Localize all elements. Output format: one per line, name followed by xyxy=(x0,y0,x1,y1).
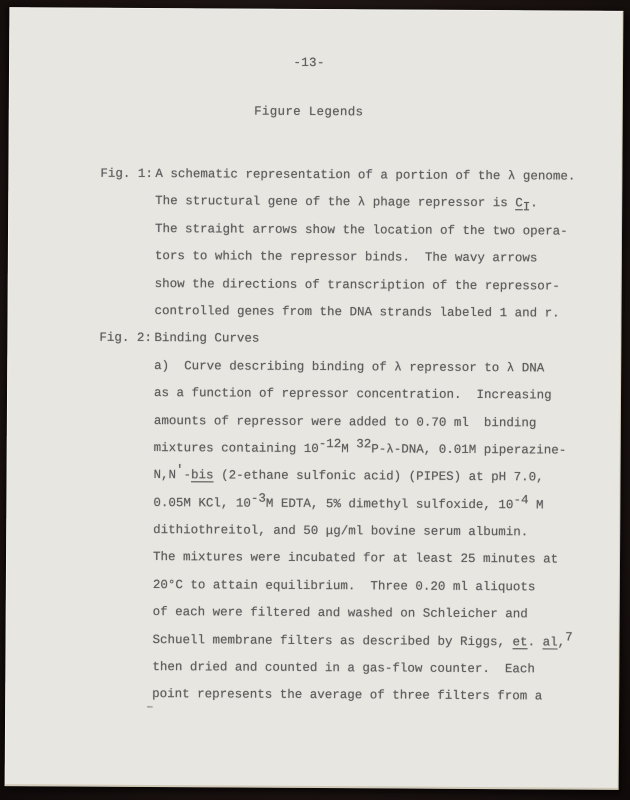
text-segment: , xyxy=(557,635,566,650)
text-line xyxy=(8,193,622,224)
text-segment: controlled genes from the DNA strands labeled 1 and r. xyxy=(154,303,560,321)
text-segment: (2-ethane sulfonic acid) (PIPES) at pH 7.0, xyxy=(213,468,544,485)
text-segment: A schematic representation of a portion of the λ genome. xyxy=(155,167,576,184)
text-line xyxy=(7,357,621,388)
line-text xyxy=(152,659,535,677)
text-segment: amounts of repressor were added to 0.70 ml binding xyxy=(153,413,537,430)
figure-label: Fig. 2: xyxy=(99,331,152,346)
line-text xyxy=(153,549,558,567)
line-text xyxy=(154,385,552,403)
text-segment: point represents the average of three filters from a xyxy=(152,687,543,704)
page-number: -13- xyxy=(293,55,325,71)
text-segment: Schuell membrane filters as described by Riggs, xyxy=(152,632,513,649)
text-segment: . xyxy=(527,634,543,650)
text-line xyxy=(6,549,620,580)
text-line xyxy=(7,329,621,360)
text-segment: ′ xyxy=(176,463,184,478)
line-text xyxy=(152,686,542,704)
document-title: Figure Legends xyxy=(254,104,364,120)
text-segment: mixtures containing 10 xyxy=(153,440,319,456)
text-segment: 0.05M KCl, 10 xyxy=(153,495,251,511)
text-line xyxy=(6,491,620,525)
text-segment: as a function of repressor concentration. Increasing xyxy=(153,386,552,403)
line-text xyxy=(153,604,528,622)
line-text xyxy=(155,193,538,215)
text-segment: The straight arrows show the location of the two opera- xyxy=(154,221,568,239)
text-segment: M xyxy=(341,442,357,457)
text-segment: tors to which the repressor binds. The wavy arrows xyxy=(154,249,538,266)
text-line xyxy=(6,603,620,634)
line-text xyxy=(153,577,536,595)
text-segment: C xyxy=(515,196,523,211)
line-text xyxy=(153,463,544,485)
line-text xyxy=(153,522,528,540)
text-segment: dithiothreitol, and 50 μg/ml bovine serum albumin. xyxy=(153,523,529,540)
text-segment: -3 xyxy=(250,491,266,506)
line-text xyxy=(155,276,560,294)
text-segment: 20°C to attain equilibrium. Three 0.20 ml aliquots xyxy=(152,577,536,595)
line-text xyxy=(154,303,559,321)
text-line xyxy=(8,247,622,278)
line-text xyxy=(154,413,537,431)
text-line xyxy=(7,412,621,443)
text-segment: The mixtures were incubated for at least 25 minutes at xyxy=(152,550,559,567)
line-text xyxy=(155,248,538,266)
text-segment: of each were filtered and washed on Schleicher and xyxy=(152,605,528,622)
line-text xyxy=(153,436,567,459)
text-segment: 7 xyxy=(565,630,573,645)
text-segment: The structural gene of the λ phage repressor is xyxy=(155,194,516,211)
text-line xyxy=(7,302,621,333)
text-line xyxy=(8,165,622,196)
text-segment: -4 xyxy=(513,492,529,507)
text-segment: Binding Curves xyxy=(154,331,260,347)
text-segment: N,N xyxy=(153,468,177,483)
text-segment: bis xyxy=(191,468,214,483)
line-text xyxy=(152,632,572,651)
text-line xyxy=(7,436,621,470)
text-segment: al xyxy=(542,635,558,650)
document-page xyxy=(5,7,624,790)
line-text xyxy=(153,491,544,513)
line-text xyxy=(155,221,568,240)
text-segment: . xyxy=(530,196,538,211)
text-segment: - xyxy=(183,468,192,483)
text-segment: M xyxy=(528,497,544,513)
text-segment: -12 xyxy=(318,436,342,452)
text-line xyxy=(6,521,620,552)
text-line xyxy=(5,686,619,717)
text-line xyxy=(5,631,619,662)
text-segment: P-λ-DNA, 0.01M piperazine- xyxy=(371,442,567,458)
text-segment: then dried and counted in a gas-flow counter. Each xyxy=(152,660,535,677)
text-segment: show the directions of transcription of the repressor- xyxy=(154,276,560,294)
figure-legends-body xyxy=(5,165,622,717)
text-segment: a) Curve describing binding of λ repressor to λ DNA xyxy=(154,358,545,376)
text-line xyxy=(6,576,620,607)
text-line xyxy=(7,384,621,415)
text-segment: I xyxy=(522,200,531,215)
stray-pen-mark: – xyxy=(146,699,153,715)
text-line xyxy=(5,658,619,689)
text-segment: M EDTA, 5% dimethyl sulfoxide, 10 xyxy=(265,496,514,512)
line-text xyxy=(155,166,575,185)
line-text xyxy=(154,358,544,376)
figure-label: Fig. 1: xyxy=(100,166,153,182)
text-segment: 32 xyxy=(356,437,372,452)
text-line xyxy=(8,275,622,306)
text-line xyxy=(8,220,622,251)
line-text xyxy=(154,330,259,347)
text-segment: et xyxy=(512,634,528,649)
